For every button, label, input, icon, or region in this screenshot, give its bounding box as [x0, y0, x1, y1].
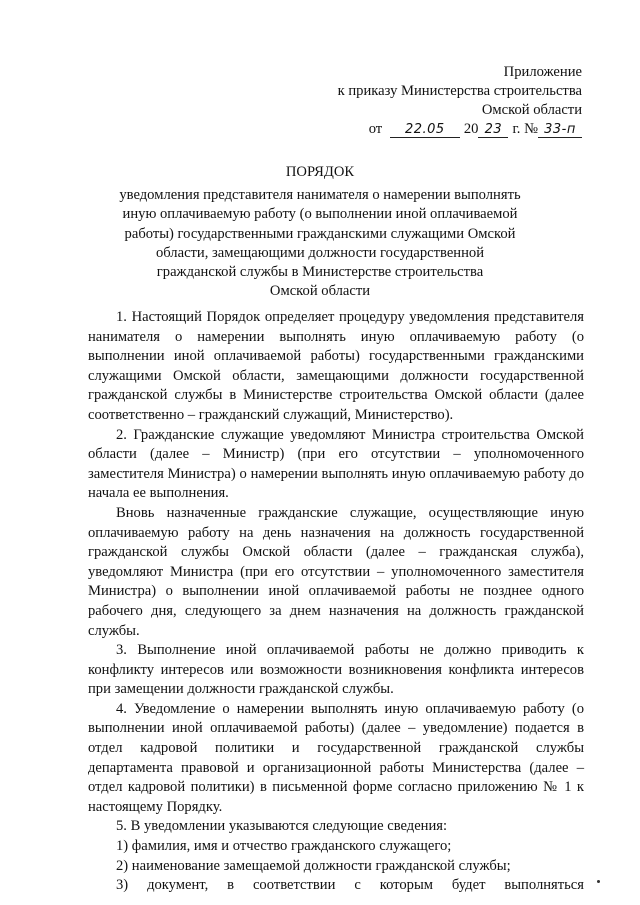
appendix-region: Омской области [481, 102, 582, 118]
paragraph-1: 1. Настоящий Порядок определяет процедуру уведомления представителя нанимателя о намерении выполнять иную оплачиваемую работу (о выполнении иной оплачиваемой работы) государственными гражданскими служащими Омской области, замещающими должности государственной гражданской службы в Министерстве строительства Омской области (далее соответственно – гражданский служащий, Министерство). [88, 309, 584, 423]
handwritten-date: 22.05 [390, 123, 460, 138]
scan-speck [597, 880, 600, 883]
date-prefix: от [368, 121, 383, 137]
title-subtitle-line: Омской области [269, 283, 371, 300]
appendix-order-ref: к приказу Министерства строительства [337, 83, 582, 99]
title-heading: ПОРЯДОК [285, 164, 355, 180]
title-subtitle-line: области, замещающими должности государственной [155, 244, 485, 261]
title-subtitle-line: уведомления представителя нанимателя о намерении выполнять [119, 187, 521, 204]
paragraph-2-new-appointees: Вновь назначенные гражданские служащие, осуществляющие иную оплачиваемую работу на день назначения на должность государственной гражданской службы Омской области (далее – гражданская служба), уведомляют Министра (при его отсутствии – уполномоченного заместителя Министра) о выполнении иной оплачиваемой работы не позднее одного рабочего дня, следующего за днем назначения на должность гражданской службы. [88, 504, 584, 639]
paragraph-3: 3. Выполнение иной оплачиваемой работы не должно приводить к конфликту интересов или возможности возникновения конфликта интересов при замещении должности гражданской службы. [88, 642, 584, 698]
paragraph-4: 4. Уведомление о намерении выполнять иную оплачиваемую работу (о выполнении иной оплачиваемой работы) (далее – уведомление) подается в отдел кадровой политики и государственной гражданской службы департамента правовой и организационной работы Министерства (далее – отдел кадровой политики) в письменной форме согласно приложению № 1 к настоящему Порядку. [88, 700, 584, 815]
title-subtitle-line: иную оплачиваемую работу (о выполнении иной оплачиваемой [122, 206, 518, 223]
list-item-2: 2) наименование замещаемой должности гражданской службы; [116, 857, 511, 874]
title-subtitle-line: гражданской службы в Министерстве строительства [156, 264, 484, 281]
document-title [110, 163, 530, 301]
paragraph-2: 2. Гражданские служащие уведомляют Министра строительства Омской области (далее – Министр) (при его отсутствии – уполномоченного заместителя Министра) о намерении выполнять иную оплачиваемую работу до начала ее выполнения. [88, 426, 584, 502]
year-prefix: 20 [463, 121, 479, 137]
year-unit-number-sign: г. № [512, 121, 538, 137]
list-item-3: 3) документ, в соответствии с которым будет выполняться [116, 877, 584, 894]
appendix-date-line [338, 120, 582, 139]
title-subtitle-line: работы) государственными гражданскими служащими Омской [124, 225, 516, 242]
list-item-1: 1) фамилия, имя и отчество гражданского служащего; [116, 838, 452, 855]
handwritten-year: 23 [478, 123, 508, 138]
paragraph-5: 5. В уведомлении указываются следующие сведения: [116, 818, 448, 835]
appendix-label: Приложение [503, 64, 582, 80]
handwritten-order-number: 33-п [538, 123, 582, 138]
document-body [88, 308, 584, 896]
appendix-header [338, 63, 582, 139]
